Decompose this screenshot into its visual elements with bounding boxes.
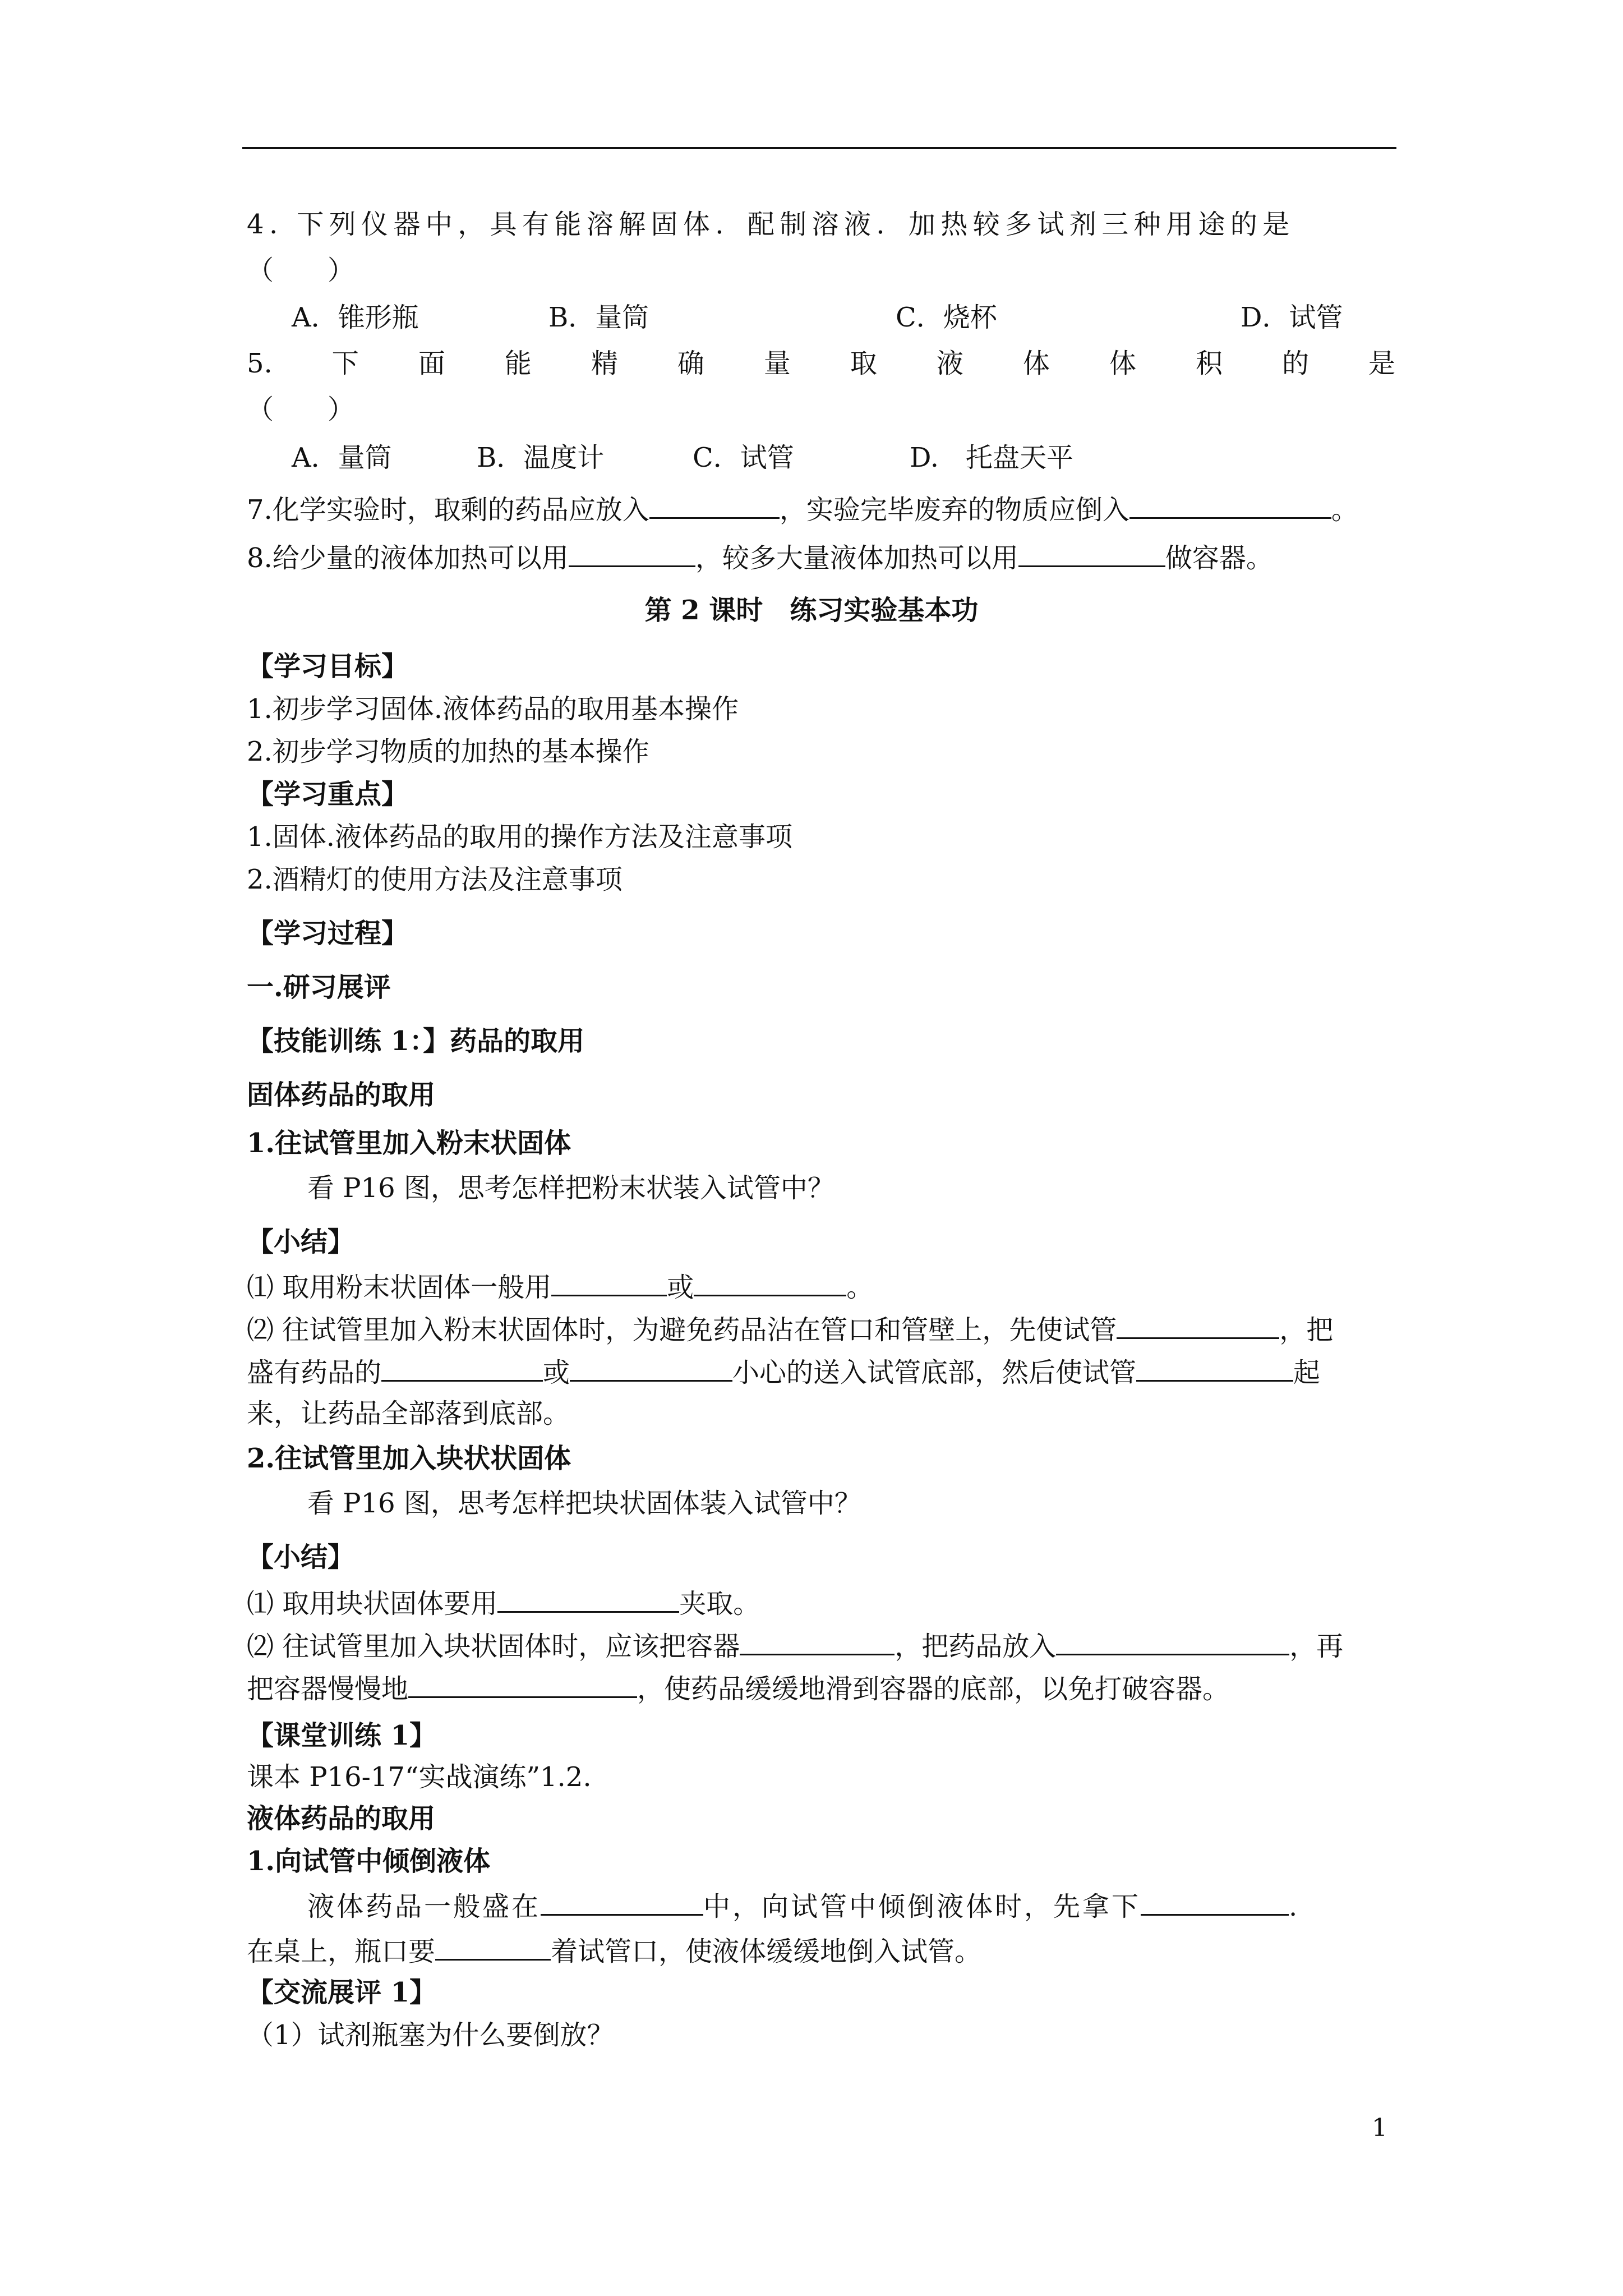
sum1-blank-3[interactable] <box>1117 1312 1279 1339</box>
solid-step-2-think: 看 P16 图，思考怎样把块状固体装入试管中？ <box>307 1488 861 1519</box>
goals-item-1: 1.初步学习固体.液体药品的取用基本操作 <box>247 693 739 725</box>
summary-1-line-d: 来，让药品全部落到底部。 <box>247 1398 570 1429</box>
summary-1-line-b: ⑵ 往试管里加入粉末状固体时，为避免药品沾在管口和管壁上，先使试管 ，把 <box>247 1312 1333 1347</box>
goals-heading: 【学习目标】 <box>247 651 409 682</box>
q5-paren: （ ） <box>247 394 355 425</box>
class-training-heading: 【课堂训练 1】 <box>247 1720 437 1751</box>
summary-1-line-c: 盛有药品的 或 小心的送入试管底部，然后使试管 起 <box>247 1354 1320 1389</box>
solid-step-1-title: 1.往试管里加入粉末状固体 <box>247 1128 571 1159</box>
sum2-blank-3[interactable] <box>1056 1628 1289 1655</box>
process-heading: 【学习过程】 <box>247 918 409 949</box>
solid-step-2-title: 2.往试管里加入块状状固体 <box>247 1443 571 1474</box>
q5-stem: 5. 下 面 能 精 确 量 取 液 体 体 积 的 是 <box>247 348 1395 379</box>
liquid-step-1-line-a: 液体药品一般盛在 中，向试管中倾倒液体时，先拿下 . <box>307 1888 1297 1924</box>
solid-heading: 固体药品的取用 <box>247 1079 436 1111</box>
summary-2-line-b: ⑵ 往试管里加入块状固体时，应该把容器 ，把药品放入 ，再 <box>247 1628 1343 1663</box>
q5-options <box>0 441 1623 475</box>
q5-option-c: C．试管 <box>693 442 794 473</box>
sum1-blank-2[interactable] <box>694 1269 846 1296</box>
sum2-blank-1[interactable] <box>497 1585 679 1613</box>
q8-line: 8.给少量的液体加热可以用 ，较多大量液体加热可以用 做容器。 <box>247 540 1273 575</box>
liquid-blank-3[interactable] <box>435 1933 551 1961</box>
summary-heading-2: 【小结】 <box>247 1542 355 1573</box>
q7-blank-1[interactable] <box>649 491 780 519</box>
focus-item-2: 2.酒精灯的使用方法及注意事项 <box>247 864 623 895</box>
q4-text: 4. 下列仪器中，具有能溶解固体．配制溶液．加热较多试剂三种用途的是 <box>247 209 1295 240</box>
sum1-blank-1[interactable] <box>551 1269 667 1296</box>
liquid-step-1-line-b: 在桌上，瓶口要 着试管口，使液体缓缓地倒入试管。 <box>247 1933 981 1968</box>
q5-option-b: B．温度计 <box>477 442 605 473</box>
sum1-blank-5[interactable] <box>570 1354 732 1382</box>
liquid-blank-1[interactable] <box>541 1888 703 1916</box>
sum1-blank-4[interactable] <box>381 1354 543 1382</box>
focus-item-1: 1.固体.液体药品的取用的操作方法及注意事项 <box>247 821 793 853</box>
sum2-blank-2[interactable] <box>740 1628 895 1655</box>
skill-training-heading: 【技能训练 1：】药品的取用 <box>247 1025 585 1057</box>
exchange-heading: 【交流展评 1】 <box>247 1977 437 2008</box>
q4-option-c: C．烧杯 <box>896 302 997 333</box>
summary-2-line-a: ⑴ 取用块状固体要用 夹取。 <box>247 1585 760 1621</box>
summary-1-line-a: ⑴ 取用粉末状固体一般用 或 。 <box>247 1269 873 1304</box>
page-number: 1 <box>1372 2114 1387 2142</box>
q7-blank-2[interactable] <box>1129 491 1331 519</box>
q4-options <box>0 301 1623 334</box>
q4-stem <box>247 208 1295 241</box>
header-rule <box>242 147 1396 149</box>
q8-blank-1[interactable] <box>569 540 695 567</box>
sum2-blank-4[interactable] <box>408 1671 637 1698</box>
exchange-question-1: （1）试剂瓶塞为什么要倒放？ <box>247 2019 614 2051</box>
q4-option-a: A．锥形瓶 <box>292 302 419 333</box>
summary-2-line-c: 把容器慢慢地 ，使药品缓缓地滑到容器的底部，以免打破容器。 <box>247 1671 1229 1706</box>
liquid-step-1-title: 1.向试管中倾倒液体 <box>247 1846 491 1877</box>
q8-blank-2[interactable] <box>1018 540 1165 567</box>
class-training-text: 课本 P16-17“实战演练”1.2. <box>247 1761 592 1793</box>
lesson-title: 第 2 课时 练习实验基本功 <box>644 595 979 626</box>
q7-line: 7.化学实验时，取剩的药品应放入 ，实验完毕废弃的物质应倒入 。 <box>247 491 1358 527</box>
section-heading: 一.研习展评 <box>247 972 391 1003</box>
focus-heading: 【学习重点】 <box>247 779 409 810</box>
q5-option-a: A．量筒 <box>292 442 392 473</box>
solid-step-1-think: 看 P16 图，思考怎样把粉末状装入试管中？ <box>307 1172 834 1204</box>
summary-heading-1: 【小结】 <box>247 1226 355 1258</box>
goals-item-2: 2.初步学习物质的加热的基本操作 <box>247 736 649 767</box>
q4-paren: （ ） <box>247 255 355 286</box>
q5-option-d: D. 托盘天平 <box>910 442 1074 473</box>
liquid-blank-2[interactable] <box>1141 1888 1289 1916</box>
q4-option-d: D．试管 <box>1241 302 1343 333</box>
sum1-blank-6[interactable] <box>1136 1354 1293 1382</box>
q4-option-b: B．量筒 <box>548 302 649 333</box>
liquid-heading: 液体药品的取用 <box>247 1803 436 1834</box>
